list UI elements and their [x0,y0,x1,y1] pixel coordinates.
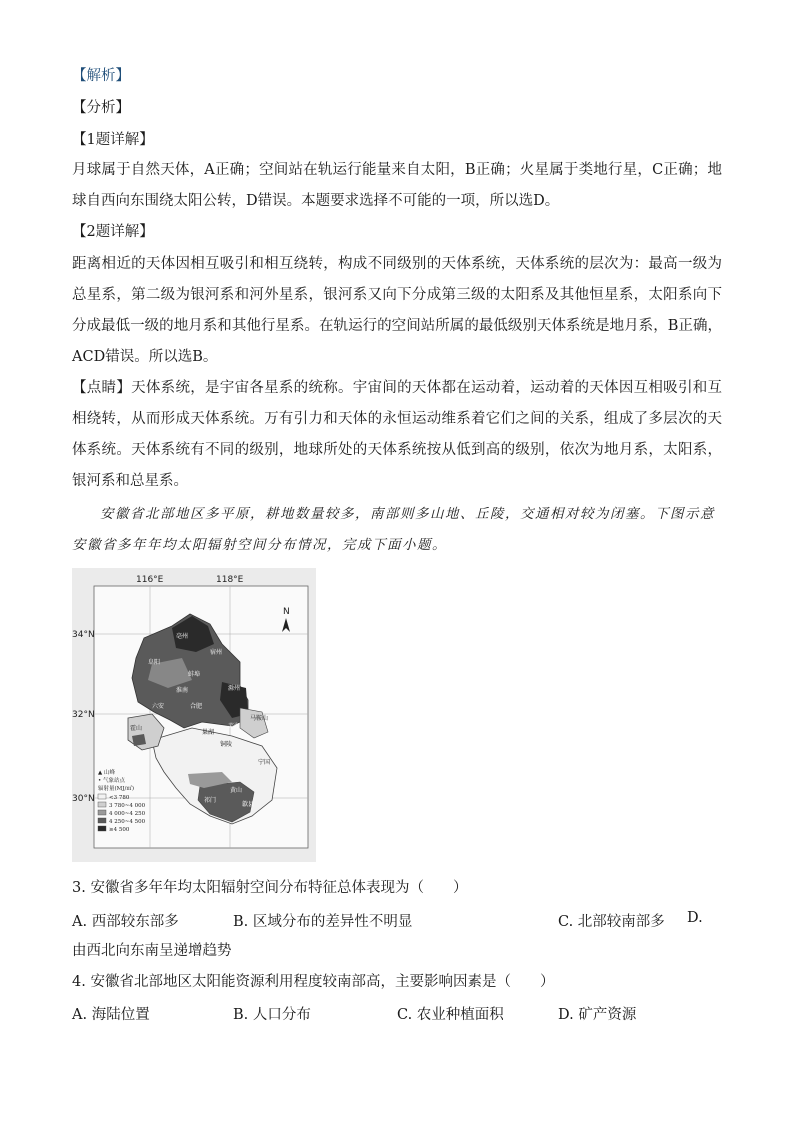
place-label: 淮南 [176,687,189,694]
place-label: 芜湖 [228,723,241,730]
fenxi-heading: 【分析】 [72,100,130,116]
place-label: 歙县 [242,801,255,808]
q3-option-d-text: 由西北向东南呈递增趋势 [72,943,232,959]
q3-stem: 3. 安徽省多年年均太阳辐射空间分布特征总体表现为（ ） [72,880,468,896]
q3-option-a[interactable]: A. 西部较东部多 [72,914,179,930]
legend-item: 4 000~4 250 [109,811,146,817]
legend-item: 辐射量(MJ/㎡) [98,786,134,792]
legend-item: <3 780 [109,795,130,801]
place-label: 祁门 [204,797,217,804]
place-label: 黄山 [230,787,243,794]
q4-option-d[interactable]: D. 矿产资源 [558,1007,637,1023]
place-label: 六安 [152,703,165,710]
place-label: 蚌埠 [188,671,201,678]
legend-swatch [98,794,106,799]
map-svg [72,568,316,862]
place-label: 宁国 [258,759,271,766]
question-intro: 安徽省北部地区多平原，耕地数量较多，南部则多山地、丘陵，交通相对较为闭塞。下图示意安徽省多年年均太阳辐射空间分布情况，完成下面小题。 [72,506,715,553]
q4-option-a[interactable]: A. 海陆位置 [72,1007,150,1023]
lat-label: 32°N [72,710,95,720]
q2-detail-text: 距离相近的天体因相互吸引和相互绕转，构成不同级别的天体系统，天体系统的层次为：最高一级为总星系，第二级为银河系和河外星系，银河系又向下分成第三级的太阳系及其他恒星系，太阳系向下分成最低一级的地月系和其他行星系。在轨运行的空间站所属的最低级别天体系统是地月系，B正确，ACD错误。所以选B。 [72,256,722,365]
place-label: 亳州 [176,633,189,640]
place-label: 宿州 [210,649,223,656]
place-label: 铜陵 [220,741,233,748]
analysis-heading: 【解析】 [72,68,130,84]
legend-item: • 气象站点 [98,778,125,784]
legend-swatch [98,802,106,807]
legend-item: ≥4 500 [109,827,130,833]
place-label: 阜阳 [148,659,161,666]
legend-item: 3 780~4 000 [109,803,146,809]
place-label: 滁州 [228,685,241,692]
legend-item: 4 250~4 500 [109,819,146,825]
place-label: 霍山 [130,725,143,732]
legend-swatch [98,810,106,815]
q2-detail-heading: 【2题详解】 [72,224,154,240]
north-label: N [283,607,290,617]
q3-option-d[interactable]: D. [687,910,703,926]
region-west-dark [132,734,146,746]
place-label: 合肥 [190,703,203,710]
legend-swatch [98,826,106,831]
place-label: 巢湖 [202,729,215,736]
q1-detail-text: 月球属于自然天体，A正确；空间站在轨运行能量来自太阳，B正确；火星属于类地行星，C正确；地球自西向东围绕太阳公转，D错误。本题要求选择不可能的一项，所以选D。 [72,162,722,209]
solar-radiation-map [72,568,316,862]
lon-label: 118°E [216,575,244,585]
q4-option-c[interactable]: C. 农业种植面积 [397,1007,504,1023]
legend-item: ▲ 山峰 [98,770,115,776]
lat-label: 30°N [72,794,95,804]
dianjing-text: 【点睛】天体系统，是宇宙各星系的统称。宇宙间的天体都在运动着，运动着的天体因互相吸引和互相绕转，从而形成天体系统。万有引力和天体的永恒运动维系着它们之间的关系，组成了多层次的天体系统。天体系统有不同的级别，地球所处的天体系统按从低到高的级别，依次为地月系，太阳系，银河系和总星系。 [72,380,722,489]
legend-swatch [98,818,106,823]
place-label: 马鞍山 [250,715,269,722]
q3-option-b[interactable]: B. 区域分布的差异性不明显 [233,914,413,930]
q4-stem: 4. 安徽省北部地区太阳能资源利用程度较南部高，主要影响因素是（ ） [72,974,555,990]
q4-option-b[interactable]: B. 人口分布 [233,1007,311,1023]
q1-detail-heading: 【1题详解】 [72,132,154,148]
q3-option-c[interactable]: C. 北部较南部多 [558,914,665,930]
lon-label: 116°E [136,575,164,585]
lat-label: 34°N [72,630,95,640]
